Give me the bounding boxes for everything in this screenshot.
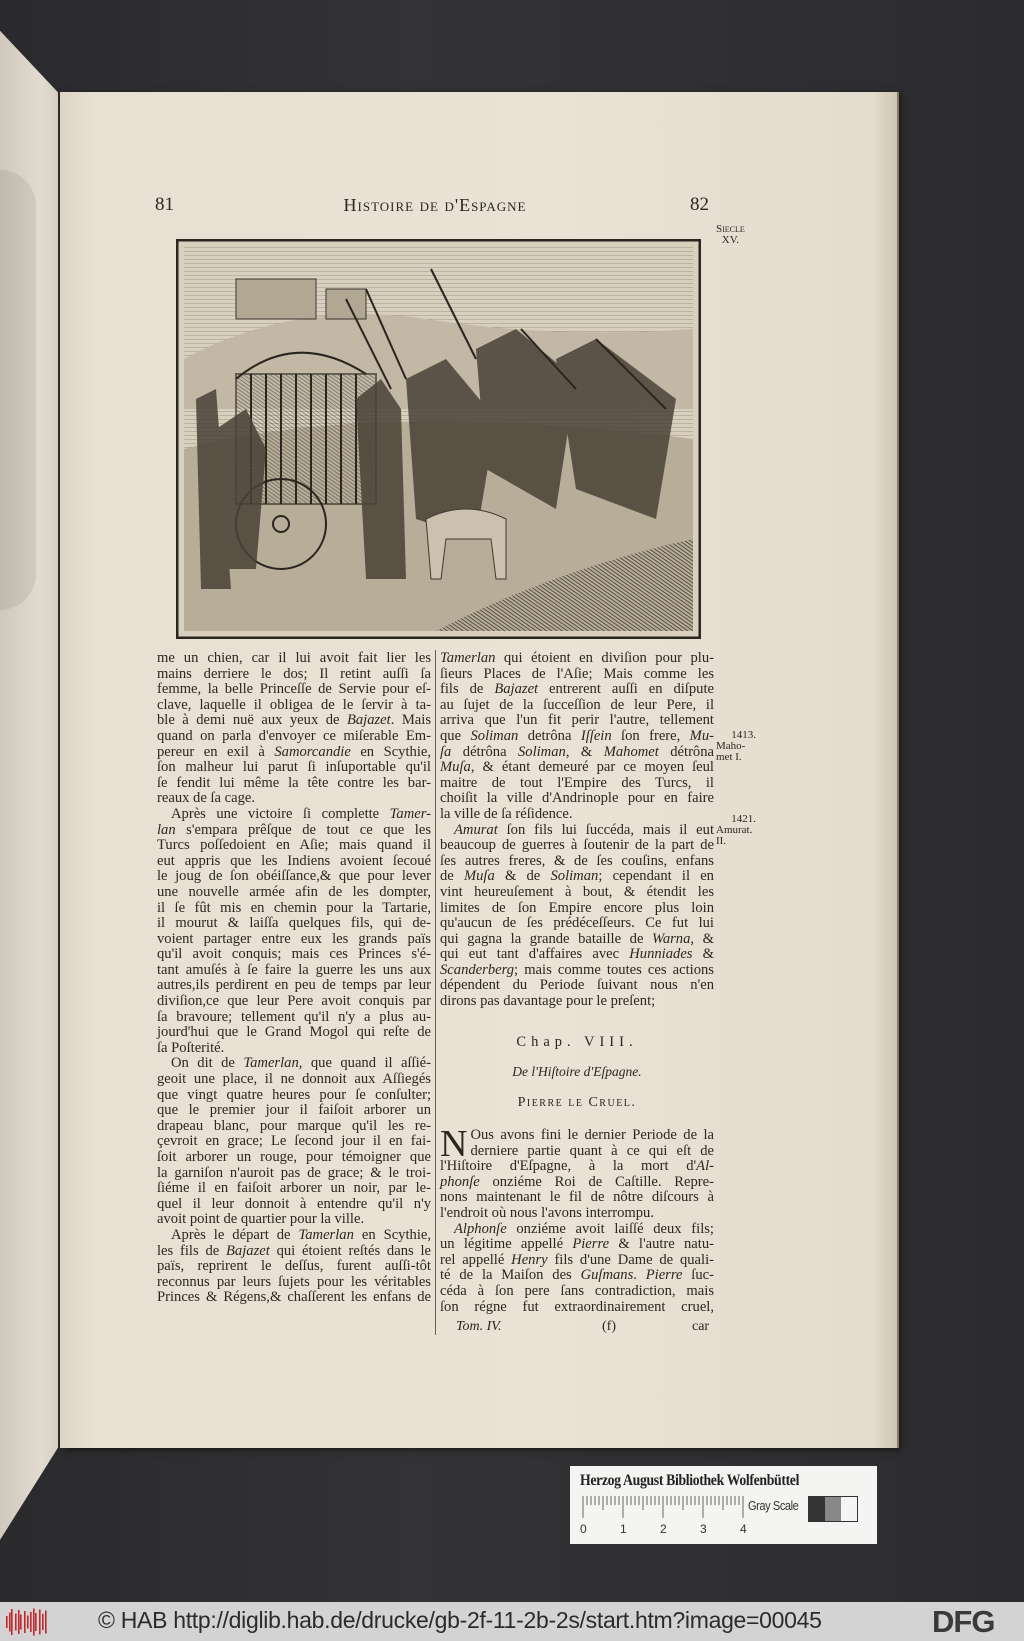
century-value: XV. (721, 234, 739, 246)
dfg-logo: DFG (932, 1604, 995, 1639)
logo-bar (9, 1613, 11, 1632)
margin-note-1421 (716, 814, 756, 847)
logo-bar (20, 1615, 22, 1630)
text-line: ſiéme il en faiſoit arborer un noir, par le- (157, 1180, 431, 1197)
text-line: ſe fendit lui même la tête contre les bar- (157, 774, 431, 791)
footer-bar (0, 1602, 1024, 1641)
text-line: geoit une place, il ne donnoit aux Aſſiegés (157, 1071, 431, 1088)
logo-bar (27, 1616, 29, 1629)
logo-bar (45, 1611, 47, 1634)
ruler-number: 3 (700, 1522, 707, 1536)
gray-scale-swatches (808, 1496, 858, 1522)
text-line: qu'il avoit conquis; mais ces Princes s'é- (157, 946, 431, 963)
margin-note-line: met I. (716, 751, 742, 763)
color-calibration-card (570, 1466, 877, 1544)
logo-bar (42, 1614, 44, 1630)
text-line: que vingt quatre heures pour ſe conſulter; (157, 1086, 431, 1103)
text-line: arriva que l'un fit perir l'autre, tellement (440, 712, 714, 729)
text-line: Turcs poſſedoient en Aſie; mais quand il (157, 837, 431, 854)
text-line: ſes autres freres, & de ſes couſins, enfans (440, 852, 714, 869)
text-line: Tamerlan qui étoient en diviſion pour plu- (440, 650, 714, 666)
text-line: ſieurs Places de l'Aſie; Mais comme les (440, 665, 714, 682)
text-line: ble à demi nuë aux yeux de Bajazet. Mais (157, 712, 432, 729)
margin-note-1413 (716, 730, 756, 763)
text-line: le joug de ſon obéiſſance,& que pour lever (157, 868, 431, 885)
text-line: il ſe fût mis en chemin pour la Tartarie, (157, 899, 431, 916)
chapter-heading: Pierre le Cruel. (517, 1095, 637, 1110)
text-line: reconnus par leurs ſujets pour les véritables (157, 1273, 431, 1290)
text-line: derniere partie quant à ce qui eſt de (470, 1142, 714, 1159)
text-line: Amurat ſon fils lui ſuccéda, mais il eut (454, 821, 714, 838)
text-line: fils de Bajazet entrerent auſſi en diſpute (440, 681, 714, 698)
text-line: qu'aucun de ſes prédéceſſeurs. Ce fut lui (440, 915, 714, 932)
text-line: pereur en exil à Samorcandie en Scythie, (157, 743, 431, 760)
volume-signature: Tom. IV. (456, 1319, 502, 1334)
text-line: eut appris que les Indiens avoient ſecoué (157, 852, 431, 869)
text-line: On dit de Tamerlan, que quand il aſſié- (171, 1055, 431, 1072)
text-line: tant amuſés à ſe faire la guerre les uns aux (157, 961, 431, 978)
text-line: un légitime appellé Pierre & l'autre natu- (440, 1236, 714, 1253)
text-line: beaucoup de guerres à ſoutenir de la part de (440, 837, 714, 854)
text-line: lan s'empara prêſque de tout ce que les (157, 821, 431, 838)
text-line: nons maintenant le fil de nôtre diſcours à (440, 1189, 714, 1206)
century-note (716, 224, 745, 246)
text-line: diviſion,ce que leur Pere avoit conquis par (157, 993, 431, 1010)
previous-page-illustration (0, 170, 36, 610)
sheet-signature: (f) (602, 1319, 616, 1334)
text-line: Ous avons fini le dernier Periode de la (470, 1127, 714, 1143)
text-line: que le premier jour il faiſoit arborer un (157, 1102, 431, 1119)
text-line: païs, reprirent le deſſus, furent auſſi-tôt (157, 1258, 431, 1275)
chapter-text (440, 1123, 714, 1315)
text-line: au ſujet de la ſucceſſion de leur Pere, il (440, 696, 714, 713)
ruler-scale (582, 1496, 748, 1518)
text-line: phonſe onziéme Roi de Caſtille. Repre- (440, 1173, 714, 1190)
logo-bar (24, 1611, 26, 1633)
logo-bar (18, 1610, 20, 1634)
text-line: maitre de tout l'Empire des Turcs, il (440, 774, 714, 791)
text-line: ſoit arborer un rouge, pour témoigner que (157, 1149, 431, 1165)
text-line: l'endroit où nous l'avons interrompu. (440, 1204, 655, 1221)
logo-bar (11, 1609, 13, 1635)
text-line: une nouvelle armée afin de les dompter, (157, 883, 431, 900)
logo-bar (39, 1610, 41, 1635)
logo-bar (6, 1616, 8, 1628)
ruler-number: 2 (660, 1522, 667, 1536)
text-line: quel il leur donnoit à entendre qu'il n'y (157, 1195, 431, 1212)
text-line: dirons pas davantage pour le preſent; (440, 993, 656, 1010)
logo-bar (30, 1612, 32, 1632)
margin-note-line: Amurat. (716, 824, 753, 836)
text-line: la garniſon n'auroit pas de grace; & le troi- (157, 1164, 431, 1181)
text-column-left (157, 651, 431, 1306)
text-line: céda à ſon pere ſans contradiction, mais (440, 1282, 714, 1299)
text-line: reaux de ſa cage. (157, 790, 256, 807)
text-line: mains derriere le dos; Il retint auſſi ſa (157, 665, 431, 682)
text-line: Scanderberg; mais comme toutes ces actions (440, 961, 714, 978)
text-line: ſa bravoure; tellement qu'il n'y a plus au- (157, 1008, 431, 1025)
margin-note-year: 1421. (731, 813, 756, 825)
catchword: car (692, 1319, 710, 1334)
text-line: té de la Maiſon des Guſmans. Pierre ſuc- (440, 1267, 714, 1284)
text-line: me un chien, car il lui avoit fait lier les (157, 650, 431, 666)
text-line: limites de ſon Empire encore plus loin (440, 899, 714, 916)
chapter-number: Chap. VIII. (516, 1034, 638, 1050)
logo-bar (15, 1614, 17, 1631)
page-number-left: 81 (155, 194, 174, 215)
text-line: ſa détrôna Soliman, & Mahomet détrôna (440, 743, 714, 760)
text-column-right (440, 651, 714, 1010)
text-line: drapeau blanc, pour marque qu'il les re- (157, 1117, 431, 1134)
margin-note-line: II. (716, 835, 727, 847)
margin-note-line: Maho- (716, 740, 746, 752)
text-line: choiſit la ville d'Andrinople pour en faire (440, 790, 714, 807)
ruler-number: 0 (580, 1522, 587, 1536)
text-line: dépendent du Periode ſuivant nous n'en (440, 977, 714, 994)
text-line: voient partager entre eux les grands païs (157, 930, 431, 947)
gray-swatch (841, 1497, 857, 1521)
text-line: ſa Poſterité. (157, 1039, 225, 1056)
column-divider (435, 650, 436, 1335)
text-line: quand on parla d'envoyer ce miſerable Em- (157, 727, 431, 744)
text-line: la ville de ſa réſidence. (440, 805, 573, 822)
gray-swatch (825, 1497, 841, 1521)
page-number-right: 82 (690, 194, 709, 215)
chapter-subtitle: De l'Hiſtoire d'Eſpagne. (512, 1064, 642, 1079)
text-line: autres,ils perdirent en peu de temps par leur (157, 977, 431, 994)
text-line: qui gagna la grande bataille de Warna, & (440, 930, 714, 947)
library-name: Herzog August Bibliothek Wolfenbüttel (580, 1472, 800, 1489)
engraving-illustration (176, 239, 701, 639)
text-line: l'Hiſtoire d'Eſpagne, à la mort d'Al- (440, 1158, 714, 1175)
gray-scale-label: Gray Scale (748, 1498, 799, 1513)
text-line: rel appellé Henry fils d'une Dame de quali- (440, 1251, 714, 1268)
text-line: Après une victoire ſi complette Tamer- (171, 805, 431, 822)
gray-swatch (809, 1497, 825, 1521)
text-line: de Muſa & de Soliman; cependant il en (440, 868, 714, 885)
century-label: Siecle (716, 223, 745, 235)
text-line: vint heureuſement à bout, & étendit les (440, 883, 714, 900)
hab-barcode-logo-icon (4, 1608, 48, 1636)
text-line: il mourut & laiſſa quelques fils, qui de- (157, 915, 431, 932)
text-line: les fils de Bajazet qui étoient reſtés dans le (157, 1242, 431, 1259)
text-line: ſon malheur lui parut ſi inſuportable qu'il (157, 759, 431, 776)
margin-note-year: 1413. (731, 729, 756, 741)
text-line: que Soliman detrôna Iſſein ſon frere, Mu- (440, 727, 714, 744)
logo-bar (33, 1609, 35, 1636)
text-line: jourd'hui que le Grand Mogol qui reſte de (157, 1024, 431, 1041)
text-line: clave, laquelle il obligea de le ſervir à ta- (157, 696, 431, 713)
text-line: femme, la belle Princeſſe de Servie pour eſ- (157, 681, 431, 698)
text-line: avoit point de quartier pour la ville. (157, 1211, 365, 1228)
copyright-url[interactable]: © HAB http://diglib.hab.de/drucke/gb-2f-11-2b-2s/start.htm?image=00045 (98, 1607, 822, 1633)
text-line: Muſa, & étant demeuré par ce moyen ſeul (440, 759, 714, 776)
ruler-number: 1 (620, 1522, 627, 1536)
text-line: ſon régne fut extraordinairement cruel, (440, 1298, 714, 1315)
drop-cap: N (440, 1123, 468, 1165)
text-line: Princes & Régens,& chaſſerent les enfans de (157, 1289, 431, 1306)
running-title: Histoire de d'Espagne (343, 195, 527, 215)
text-line: qui eut tant d'affaires avec Hunniades & (440, 946, 714, 963)
text-line: Alphonſe onziéme avoit laiſſé deux fils; (454, 1220, 714, 1237)
text-line: Après le départ de Tamerlan en Scythie, (171, 1226, 432, 1243)
text-line: çevroit en grace; Le ſecond jour il en fai- (157, 1133, 431, 1150)
previous-page-edge (0, 0, 58, 1540)
logo-bar (35, 1613, 37, 1631)
ruler-number: 4 (740, 1522, 747, 1536)
